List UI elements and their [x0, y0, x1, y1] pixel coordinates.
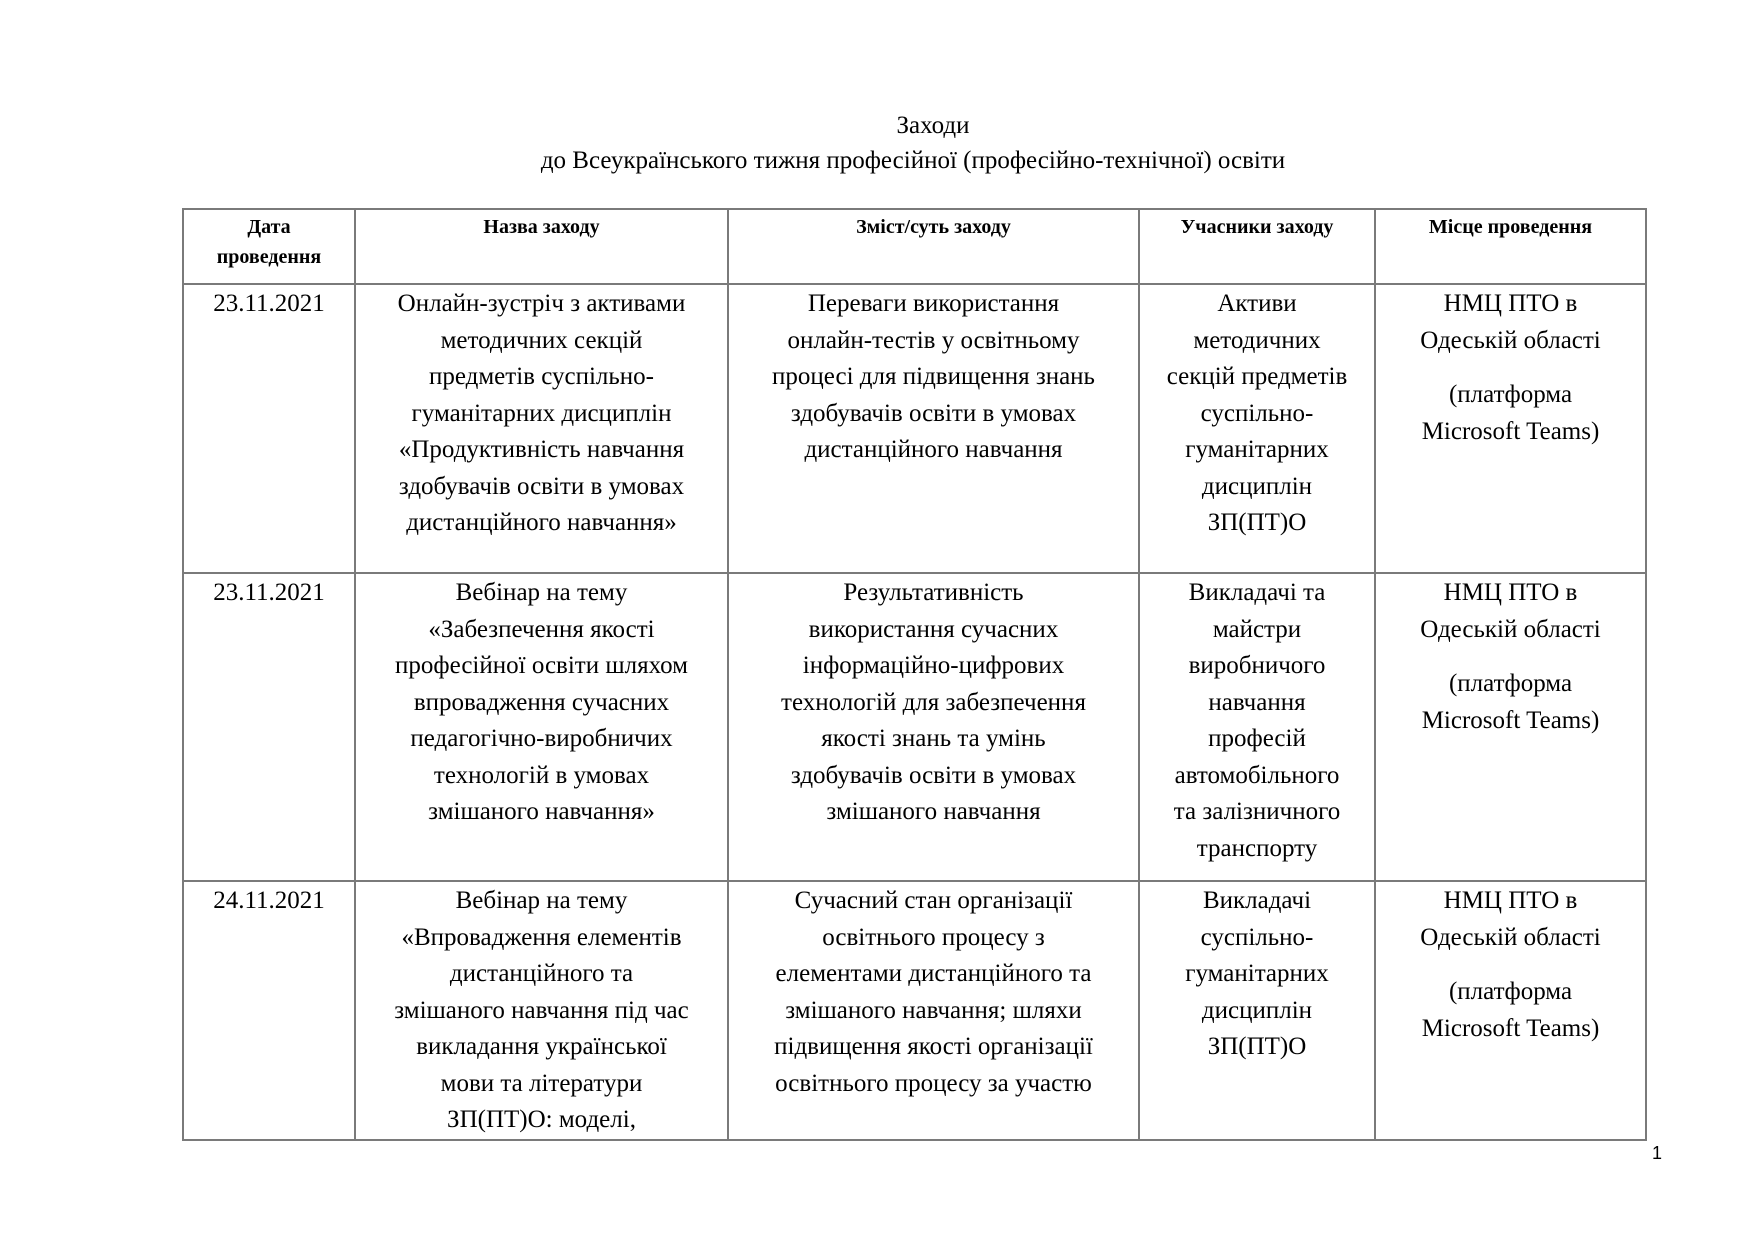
event-name-line: «Впровадження елементів [401, 923, 682, 951]
participants-line: ЗП(ПТ)О [1207, 1033, 1307, 1060]
place-line: Одеській області [1420, 615, 1601, 643]
cell-event-name [355, 881, 728, 1140]
place-line: Microsoft Teams) [1421, 417, 1600, 445]
event-content-line: якості знань та умінь [821, 725, 1046, 752]
event-name-line: впровадження сучасних [413, 688, 670, 716]
participants-line: та залізничного [1173, 798, 1341, 825]
participants-line: дисциплін [1201, 472, 1313, 500]
place-line: Одеській області [1420, 326, 1601, 354]
place-line: Microsoft Teams) [1421, 706, 1600, 734]
header-participants-label: Учасники заходу [1180, 216, 1334, 238]
event-content-line: освітнього процесу за участю [775, 1069, 1092, 1097]
participants-line: методичних [1193, 326, 1321, 354]
cell-date [183, 881, 355, 1140]
place-line: (платформа [1448, 670, 1573, 697]
event-content-line: змішаного навчання; шляхи [785, 996, 1082, 1024]
cell-participants [1139, 573, 1375, 881]
event-name-line: гуманітарних дисциплін [411, 399, 672, 427]
event-name-line: «Забезпечення якості [428, 615, 655, 643]
participants-line: суспільно- [1200, 923, 1314, 951]
event-name-line: педагогічно-виробничих [410, 725, 673, 752]
header-place [1375, 209, 1646, 284]
event-name-line: професійної освіти шляхом [395, 652, 688, 679]
participants-line: майстри [1212, 615, 1302, 643]
event-name-line: «Продуктивність навчання [398, 436, 685, 463]
page-number: 1 [1652, 1143, 1663, 1163]
participants-line: дисциплін [1201, 996, 1313, 1024]
title-line-1: Заходи [896, 112, 970, 139]
event-date: 24.11.2021 [213, 887, 325, 914]
participants-line: професій [1208, 725, 1306, 752]
participants-line: Активи [1217, 290, 1297, 317]
event-date: 23.11.2021 [213, 579, 325, 606]
event-name-line: змішаного навчання під час [394, 996, 689, 1024]
participants-line: гуманітарних [1185, 960, 1329, 987]
event-content-line: онлайн-тестів у освітньому [787, 326, 1080, 354]
cell-event-name [355, 573, 728, 881]
table-row [183, 881, 1646, 1140]
place-line: НМЦ ПТО в [1443, 887, 1578, 914]
event-name-line: методичних секцій [440, 326, 643, 354]
event-content-line: процесі для підвищення знань [772, 363, 1095, 390]
participants-line: навчання [1208, 688, 1306, 716]
header-date-line: Дата [247, 216, 291, 238]
event-content-line: підвищення якості організації [774, 1033, 1093, 1060]
event-name-line: ЗП(ПТ)О: моделі, [447, 1106, 636, 1133]
header-name [355, 209, 728, 284]
event-content-line: здобувачів освіти в умовах [790, 761, 1077, 789]
cell-event-content [728, 284, 1139, 573]
header-date [183, 209, 355, 284]
header-name-label: Назва заходу [483, 216, 600, 238]
participants-line: ЗП(ПТ)О [1207, 509, 1307, 536]
table-row [183, 284, 1646, 573]
participants-line: виробничого [1188, 652, 1326, 679]
events-table [182, 208, 1647, 1141]
place-line: НМЦ ПТО в [1443, 579, 1578, 606]
participants-line: секцій предметів [1166, 363, 1348, 390]
participants-line: транспорту [1196, 834, 1318, 862]
table-header-row [183, 209, 1646, 284]
cell-participants [1139, 881, 1375, 1140]
document-title [182, 108, 1644, 178]
cell-place [1375, 284, 1646, 573]
event-name-line: Вебінар на тему [455, 887, 628, 914]
place-line: (платформа [1448, 978, 1573, 1005]
place-line: Microsoft Teams) [1421, 1014, 1600, 1042]
event-date: 23.11.2021 [213, 290, 325, 317]
participants-line: суспільно- [1200, 399, 1314, 427]
place-spacer [1382, 956, 1639, 974]
header-participants [1139, 209, 1375, 284]
event-content-line: Сучасний стан організації [794, 887, 1073, 914]
header-place-label: Місце проведення [1428, 216, 1593, 238]
cell-date [183, 573, 355, 881]
event-name-line: змішаного навчання» [428, 798, 655, 825]
event-name-line: мови та літератури [440, 1069, 643, 1097]
cell-event-name [355, 284, 728, 573]
place-line: Одеській області [1420, 923, 1601, 951]
event-content-line: дистанційного навчання [804, 436, 1063, 463]
cell-participants [1139, 284, 1375, 573]
cell-date [183, 284, 355, 573]
cell-event-content [728, 881, 1139, 1140]
event-content-line: змішаного навчання [826, 798, 1041, 825]
place-line: (платформа [1448, 381, 1573, 408]
event-name-line: предметів суспільно- [429, 363, 654, 390]
event-content-line: Переваги використання [807, 290, 1060, 317]
event-name-line: здобувачів освіти в умовах [398, 472, 685, 500]
place-spacer [1382, 648, 1639, 666]
participants-line: Викладачі [1202, 887, 1312, 914]
event-name-line: дистанційного навчання» [406, 509, 677, 536]
participants-line: Викладачі та [1188, 579, 1326, 606]
title-line-2: до Всеукраїнського тижня професійної (професійно-технічної) освіти [540, 147, 1286, 174]
place-spacer [1382, 359, 1639, 377]
event-content-line: елементами дистанційного та [775, 960, 1092, 987]
event-name-line: дистанційного та [449, 960, 634, 987]
participants-line: гуманітарних [1185, 436, 1329, 463]
event-content-line: Результативність [843, 579, 1024, 606]
event-content-line: технологій для забезпечення [781, 688, 1086, 716]
cell-place [1375, 573, 1646, 881]
cell-place [1375, 881, 1646, 1140]
event-name-line: Онлайн-зустріч з активами [397, 290, 686, 317]
event-content-line: освітнього процесу з [822, 923, 1045, 951]
cell-event-content [728, 573, 1139, 881]
event-content-line: інформаційно-цифрових [802, 652, 1065, 679]
table-row [183, 573, 1646, 881]
header-content-label: Зміст/суть заходу [856, 216, 1011, 238]
event-name-line: технологій в умовах [433, 761, 650, 789]
event-name-line: Вебінар на тему [455, 579, 628, 606]
place-line: НМЦ ПТО в [1443, 290, 1578, 317]
event-content-line: здобувачів освіти в умовах [790, 399, 1077, 427]
participants-line: автомобільного [1174, 761, 1340, 789]
header-date-line: проведення [216, 246, 322, 268]
event-content-line: використання сучасних [808, 615, 1059, 643]
header-content [728, 209, 1139, 284]
event-name-line: викладання української [416, 1033, 667, 1060]
